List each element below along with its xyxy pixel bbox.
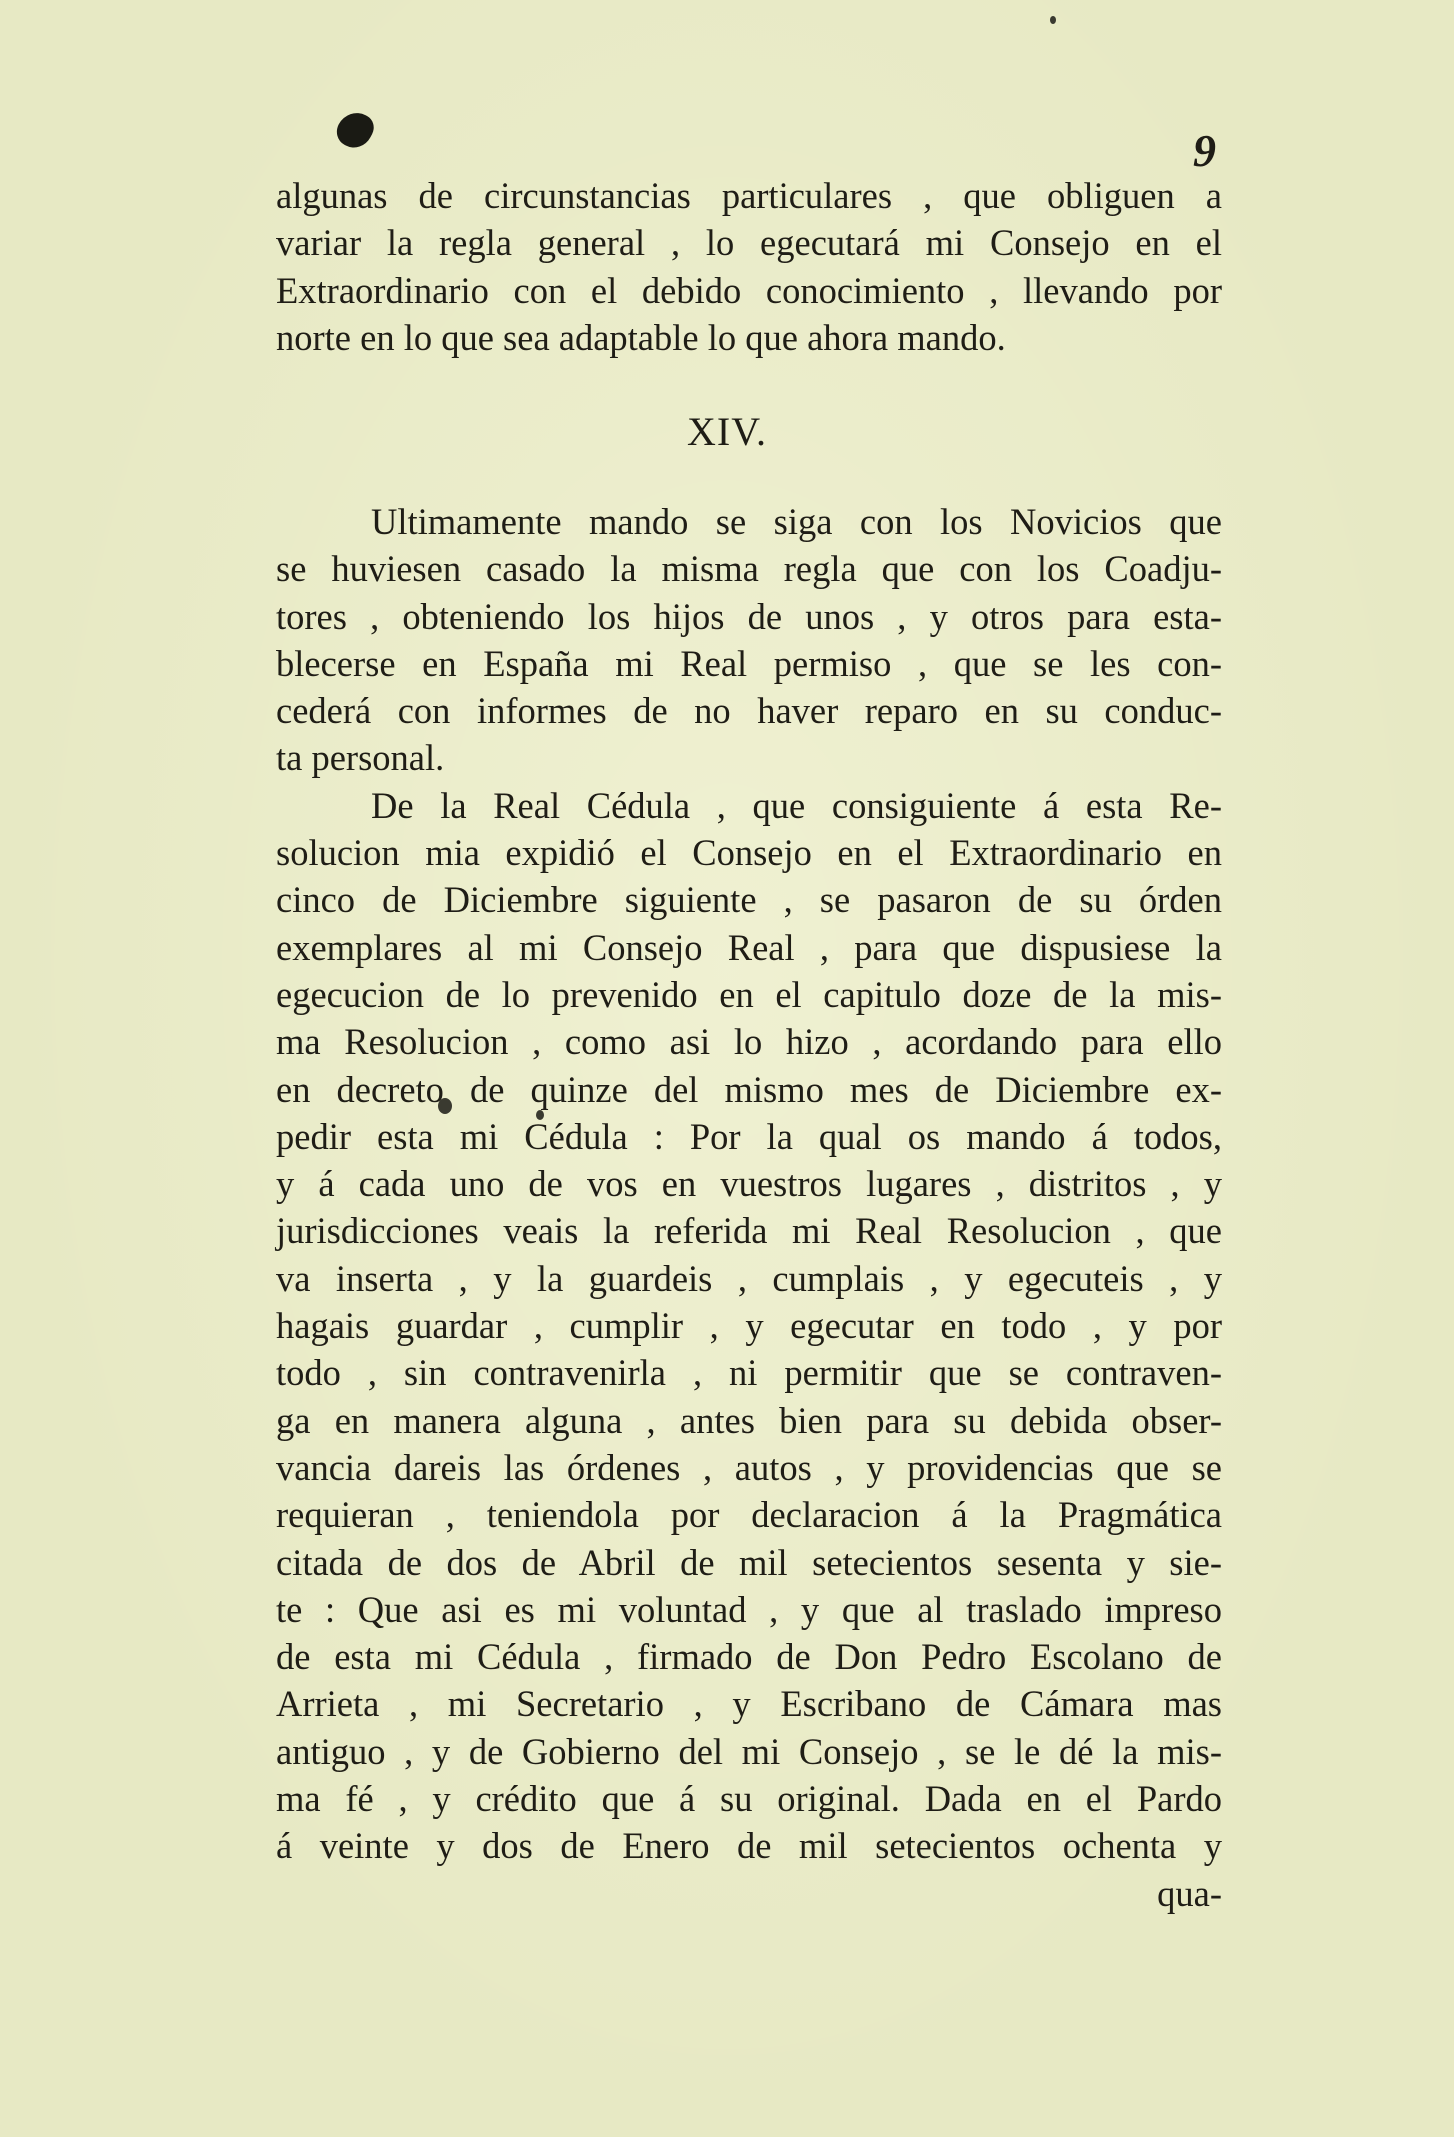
text-line: en decreto de quinze del mismo mes de Diciembre ex- xyxy=(276,1068,1222,1110)
text-line: ga en manera alguna , antes bien para su debida obser- xyxy=(276,1399,1222,1441)
text-line: exemplares al mi Consejo Real , para que dispusiese la xyxy=(276,926,1222,968)
text-line: á veinte y dos de Enero de mil setecientos ochenta y xyxy=(276,1825,1222,1867)
text-line: De la Real Cédula , que consiguiente á esta Re- xyxy=(371,784,1222,826)
text-line: Extraordinario con el debido conocimiento , llevando por xyxy=(276,269,1222,311)
page-number: 9 xyxy=(1193,125,1216,176)
text-line: requieran , teniendola por declaracion á la Pragmática xyxy=(276,1494,1222,1536)
text-line: cinco de Diciembre siguiente , se pasaron de su órden xyxy=(276,879,1222,921)
text-line: algunas de circunstancias particulares , que obliguen a xyxy=(276,175,1222,216)
text-line: pedir esta mi Cédula : Por la qual os mando á todos, xyxy=(276,1115,1222,1157)
text-line: blecerse en España mi Real permiso , que se les con- xyxy=(276,642,1222,684)
catchword: qua- xyxy=(1157,1872,1222,1914)
section-heading: XIV. xyxy=(687,409,767,454)
text-line: egecucion de lo prevenido en el capitulo doze de la mis- xyxy=(276,973,1222,1015)
text-line: va inserta , y la guardeis , cumplais , y egecuteis , y xyxy=(276,1257,1222,1299)
text-line: norte en lo que sea adaptable lo que ahora mando. xyxy=(276,316,1006,358)
ink-blot xyxy=(332,106,379,154)
text-line: hagais guardar , cumplir , y egecutar en todo , y por xyxy=(276,1305,1222,1347)
text-line: solucion mia expidió el Consejo en el Extraordinario en xyxy=(276,832,1222,874)
text-line: variar la regla general , lo egecutará mi Consejo en el xyxy=(276,222,1222,264)
text-line: ma Resolucion , como asi lo hizo , acordando para ello xyxy=(276,1021,1222,1063)
text-line: citada de dos de Abril de mil setecientos sesenta y sie- xyxy=(276,1541,1222,1583)
text-line: Ultimamente mando se siga con los Novicios que xyxy=(371,501,1222,542)
text-line: de esta mi Cédula , firmado de Don Pedro Escolano de xyxy=(276,1636,1222,1678)
intro-text xyxy=(276,172,1222,361)
text-line: antiguo , y de Gobierno del mi Consejo , se le dé la mis- xyxy=(276,1730,1222,1772)
text-line: se huviesen casado la misma regla que con los Coadju- xyxy=(276,548,1222,590)
text-line: te : Que asi es mi voluntad , y que al traslado impreso xyxy=(276,1588,1222,1630)
text-line: tores , obteniendo los hijos de unos , y otros para esta- xyxy=(276,595,1222,637)
text-line: jurisdicciones veais la referida mi Real Resolucion , que xyxy=(276,1210,1222,1252)
body-text xyxy=(276,498,1222,1917)
text-line: ta personal. xyxy=(276,737,445,779)
text-line: Arrieta , mi Secretario , y Escribano de Cámara mas xyxy=(276,1683,1222,1725)
text-line: vancia dareis las órdenes , autos , y providencias que se xyxy=(276,1446,1222,1488)
text-line: cederá con informes de no haver reparo en su conduc- xyxy=(276,690,1222,732)
text-line: todo , sin contravenirla , ni permitir que se contraven- xyxy=(276,1352,1222,1394)
ink-speck xyxy=(1050,16,1056,24)
text-line: ma fé , y crédito que á su original. Dada en el Pardo xyxy=(276,1778,1222,1820)
text-line: y á cada uno de vos en vuestros lugares , distritos , y xyxy=(276,1163,1222,1205)
